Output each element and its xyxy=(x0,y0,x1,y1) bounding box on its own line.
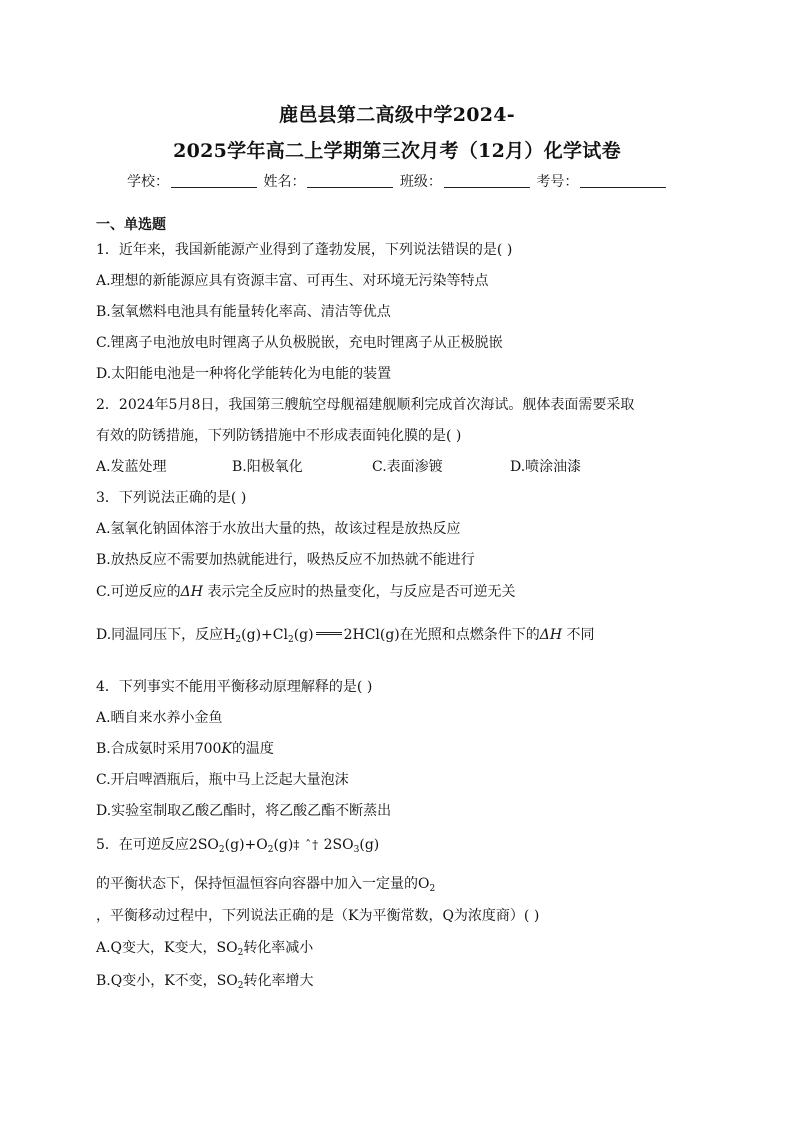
q1-option-d: D.太阳能电池是一种将化学能转化为电能的装置 xyxy=(96,366,392,382)
q1-option-a: A.理想的新能源应具有资源丰富、可再生、对环境无污染等特点 xyxy=(96,273,489,289)
q3-stem: 3．下列说法正确的是( ) xyxy=(96,490,247,506)
exam-title-line1: 鹿邑县第二高级中学2024- xyxy=(279,104,515,126)
q1-option-c: C.锂离子电池放电时锂离子从负极脱嵌，充电时锂离子从正极脱嵌 xyxy=(96,335,503,351)
name-field xyxy=(263,171,393,191)
delta-h-symbol-2: ΔH xyxy=(539,627,563,643)
q1-stem: 1．近年来，我国新能源产业得到了蓬勃发展，下列说法错误的是( ) xyxy=(96,242,513,258)
q5-stem-line2: 的平衡状态下，保持恒温恒容向容器中加入一定量的$O_2$ xyxy=(96,876,436,894)
school-blank[interactable] xyxy=(171,173,257,188)
reversible-arrow-icon: ‡ ˆ† xyxy=(293,838,320,852)
equals-arrow-icon xyxy=(316,632,342,635)
q2-stem-line2: 有效的防锈措施，下列防锈措施中不形成表面钝化膜的是( ) xyxy=(96,428,462,444)
exam-number-field xyxy=(536,171,666,191)
class-label: 班级： xyxy=(399,174,442,190)
q2-option-a: A.发蓝处理 xyxy=(96,459,167,475)
school-field xyxy=(127,171,257,191)
q4-option-d: D.实验室制取乙酸乙酯时，将乙酸乙酯不断蒸出 xyxy=(96,803,392,819)
q2-option-d: D.喷涂油漆 xyxy=(510,459,582,475)
q2-option-b: B.阳极氧化 xyxy=(232,459,303,475)
q4-option-c: C.开启啤酒瓶后，瓶中马上泛起大量泡沫 xyxy=(96,772,349,788)
q3-option-d: D.同温同压下，反应$H_2(g)+Cl_2(g)$ 2HCl(g)在光照和点燃条件下的ΔH 不同 xyxy=(96,627,595,645)
q2-option-c: C.表面渗镀 xyxy=(372,459,443,475)
equation-h2: $H_2(g)+Cl_2(g)$ xyxy=(223,627,314,645)
q4-option-b: B.合成氨时采用700K的温度 xyxy=(96,741,274,757)
school-label: 学校： xyxy=(127,174,169,190)
q2-options xyxy=(96,456,581,476)
exam-number-label: 考号： xyxy=(536,174,579,190)
delta-h-symbol: ΔH xyxy=(180,584,203,600)
q5-stem: 5．在可逆反应$2SO_2(g)+O_2(g)\ddagger$ ˆ† $2SO_3(g)$ xyxy=(96,837,380,855)
q4-stem: 4．下列事实不能用平衡移动原理解释的是( ) xyxy=(96,679,373,695)
student-info-fields xyxy=(127,171,668,191)
class-field xyxy=(400,171,530,191)
exam-number-blank[interactable] xyxy=(580,173,666,188)
q5-option-b: B.Q变小，K不变，$SO_2$转化率增大 xyxy=(96,973,314,991)
q4-option-a: A.晒自来水养小金鱼 xyxy=(96,710,223,726)
q1-option-b: B.氢氧燃料电池具有能量转化率高、清洁等优点 xyxy=(96,304,391,320)
equation-so2: $2SO_2(g)+O_2(g)\ddagger$ ˆ† $2SO_3(g)$ xyxy=(188,837,380,855)
exam-title-line2: 2025学年高二上学期第三次月考（12月）化学试卷 xyxy=(173,140,621,162)
section-heading-single-choice: 一、单选题 xyxy=(96,217,166,233)
q5-option-a: A.Q变大，K变大，$SO_2$转化率减小 xyxy=(96,940,314,958)
q3-option-b: B.放热反应不需要加热就能进行，吸热反应不加热就不能进行 xyxy=(96,552,475,568)
q2-stem-line1: 2．2024年5月8日，我国第三艘航空母舰福建舰顺利完成首次海试。舰体表面需要采取 xyxy=(96,397,635,413)
class-blank[interactable] xyxy=(444,173,530,188)
q5-stem-line3: ，平衡移动过程中，下列说法正确的是（K为平衡常数，Q为浓度商）( ) xyxy=(96,908,540,924)
name-blank[interactable] xyxy=(307,173,393,188)
q3-option-a: A.氢氧化钠固体溶于水放出大量的热，故该过程是放热反应 xyxy=(96,521,461,537)
name-label: 姓名： xyxy=(263,174,306,190)
q3-option-c: C.可逆反应的ΔH 表示完全反应时的热量变化，与反应是否可逆无关 xyxy=(96,584,516,600)
